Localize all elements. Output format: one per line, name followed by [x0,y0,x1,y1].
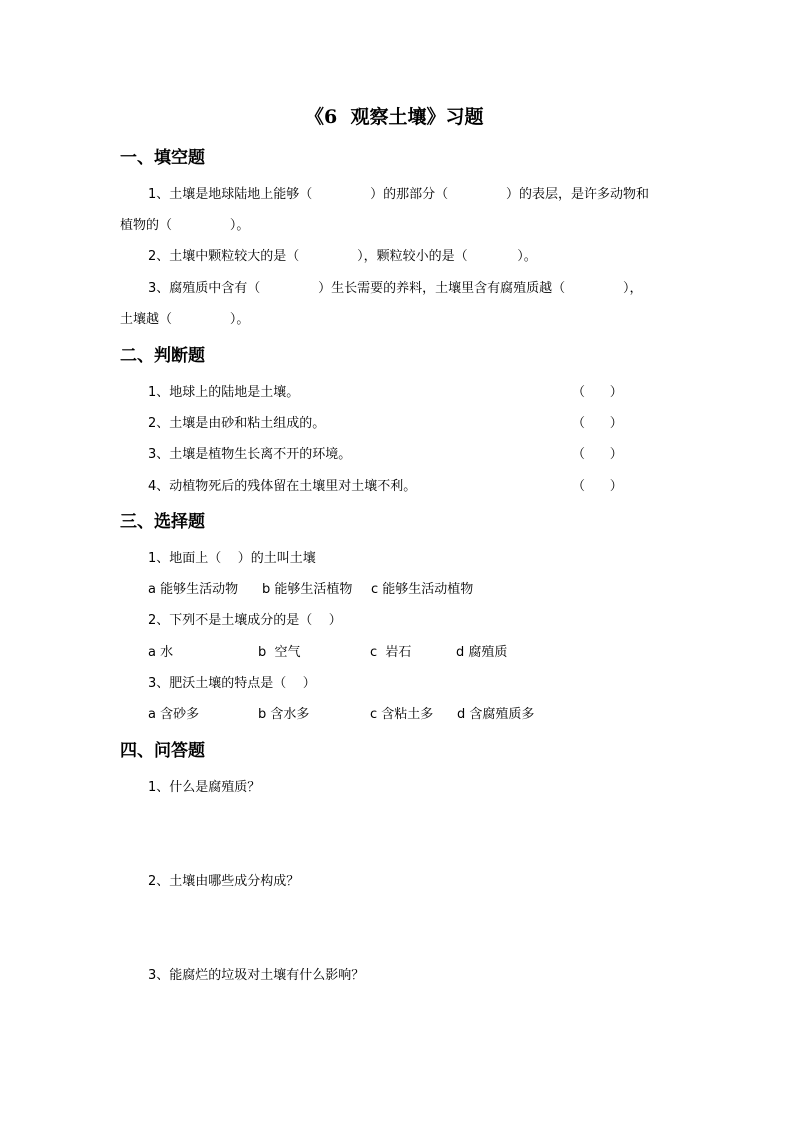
choice-question-2: 2、下列不是土壤成分的是（ ） [148,613,342,628]
judge-answer-paren-2: （ ） [572,416,623,431]
choice-question-1: 1、地面上（ ）的土叫土壤 [148,551,316,566]
section-heading-judge: 二、判断题 [120,346,205,366]
judge-answer-paren-1: （ ） [572,385,623,400]
fill-question-2: 2、土壤中颗粒较大的是（ ），颗粒较小的是（ ）。 [148,249,537,264]
fill-question-1-line-2: 植物的（ ）。 [120,218,250,233]
fill-question-3-line-2: 土壤越（ ）。 [120,312,250,327]
page-title: 《6 观察土壤》习题 [305,106,484,128]
judge-item-1: 1、地球上的陆地是土壤。 [148,385,300,400]
choice-1-option-a: a 能够生活动物 [148,582,239,597]
section-heading-qa: 四、问答题 [120,741,205,761]
judge-item-3: 3、土壤是植物生长离不开的环境。 [148,447,352,462]
judge-answer-paren-3: （ ） [572,447,623,462]
qa-question-2: 2、土壤由哪些成分构成？ [148,874,300,889]
choice-question-3: 3、肥沃土壤的特点是（ ） [148,676,316,691]
choice-1-option-c: c 能够生活动植物 [371,582,474,597]
section-heading-fill: 一、填空题 [120,148,205,168]
choice-3-option-b: b 含水多 [258,707,310,722]
choice-2-option-c: c 岩石 [370,645,412,660]
choice-3-option-c: c 含粘土多 [370,707,434,722]
judge-item-4: 4、动植物死后的残体留在土壤里对土壤不利。 [148,479,417,494]
judge-item-2: 2、土壤是由砂和粘土组成的。 [148,416,326,431]
qa-question-3: 3、能腐烂的垃圾对土壤有什么影响？ [148,968,365,983]
choice-2-option-d: d 腐殖质 [456,645,508,660]
judge-answer-paren-4: （ ） [572,479,623,494]
qa-question-1: 1、什么是腐殖质？ [148,780,261,795]
choice-2-option-b: b 空气 [258,645,301,660]
section-heading-choice: 三、选择题 [120,512,205,532]
choice-3-option-a: a 含砂多 [148,707,200,722]
fill-question-3-line-1: 3、腐殖质中含有（ ）生长需要的养料，土壤里含有腐殖质越（ ）， [148,281,643,296]
choice-2-option-a: a 水 [148,645,174,660]
choice-3-option-d: d 含腐殖质多 [457,707,535,722]
choice-1-option-b: b 能够生活植物 [262,582,353,597]
fill-question-1-line-1: 1、土壤是地球陆地上能够（ ）的那部分（ ）的表层，是许多动物和 [148,187,649,202]
